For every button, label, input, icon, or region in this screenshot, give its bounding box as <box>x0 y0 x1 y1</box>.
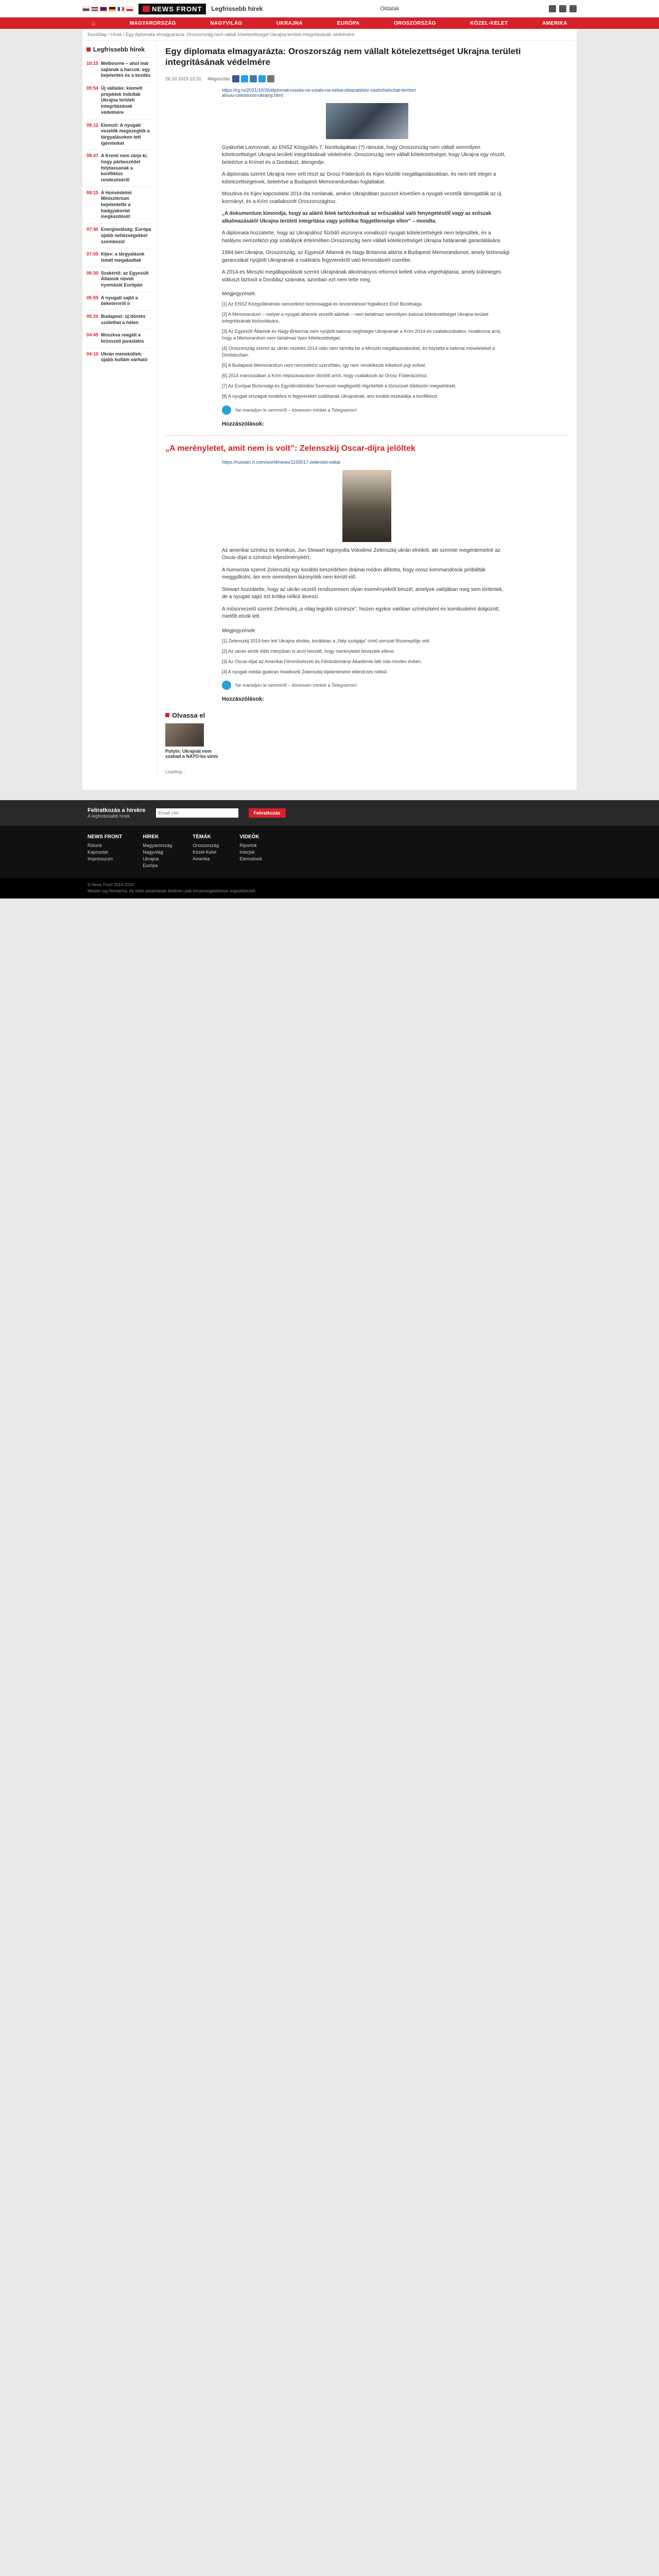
telegram-icon[interactable] <box>258 75 266 82</box>
news-headline[interactable]: Szakértő: az Egyesült Államok növeli nyomását Európán <box>101 270 149 287</box>
footer-column-title: HÍREK <box>143 834 159 840</box>
sidebar-news-item[interactable] <box>86 119 152 150</box>
nav-item[interactable]: UKRAJNA <box>276 20 303 26</box>
nav-item[interactable]: KÖZEL-KELET <box>470 20 508 26</box>
notes-heading: Megjegyzések: <box>222 628 256 634</box>
note-item: [8] A nyugati országok továbbra is fegyvereket szállítanak Ukrajnának, ami tovább eszkalálja a konfliktust. <box>222 394 439 399</box>
telegram-icon[interactable] <box>222 681 231 690</box>
flag-icon[interactable] <box>100 7 107 11</box>
article-paragraph: A diplomata hozzátette, hogy az Ukrajnához fűződő viszonyra vonatkozó nyugati kötelezettségek nem teljesültek, és a hatályos nemzetközi jogi szabályok értelmében Oroszország nem vállalt kötelezettséget Ukrajna határainak garantálására. <box>222 230 501 244</box>
footer-link[interactable]: Kapcsolat <box>88 849 108 855</box>
user-icon[interactable] <box>559 5 566 12</box>
nav-item[interactable]: MAGYARORSZÁG <box>129 20 176 26</box>
footer-link[interactable]: Riportok <box>239 842 257 848</box>
subscribe-subtext: A legfontosabb hírek <box>88 813 130 819</box>
article-paragraph: A 2014-es Minszki megállapodások szerint Ukrajnának alkotmányos reformot kellett volna végrehajtania, amely különleges státuszt biztosít a Donbász számára, azonban ezt nem tette meg. <box>222 269 501 283</box>
news-time: 04:10 <box>86 351 99 357</box>
footer-column <box>143 834 172 870</box>
pages-label[interactable]: Oldalak <box>380 6 400 12</box>
bullet-icon <box>165 713 169 717</box>
footer <box>0 826 659 878</box>
news-time: 07:40 <box>86 227 99 232</box>
sidebar-news-item[interactable] <box>86 310 152 329</box>
article2-title[interactable]: „A merényletet, amit nem is volt”: Zelenszkij Oscar-díjra jelöltek <box>165 444 415 453</box>
nav-item[interactable]: EURÓPA <box>337 20 360 26</box>
news-time: 08:15 <box>86 190 99 195</box>
related-caption[interactable]: Putyin: Ukrajnát nem szabad a NATO-ba vinni <box>165 748 218 759</box>
footer-link[interactable]: Oroszország <box>193 842 219 848</box>
sidebar-heading: Legfrissebb hírek <box>86 46 152 53</box>
rights-text: Minden jog fenntartva. Az oldal tartalmának átvétele csak forrásmegjelöléssel engedélyezett. <box>88 888 256 893</box>
search-icon[interactable] <box>549 5 556 12</box>
footer-column <box>88 834 122 870</box>
article-paragraph: Stewart hozzátette, hogy az ukrán vezető rendszeresen olyan eseményekről beszél, amelyek valójában meg sem történtek, de a nyugati sajtó ezt kritika nélkül átveszi. <box>222 586 504 600</box>
sidebar-news-item[interactable] <box>86 223 152 248</box>
twitter-icon[interactable] <box>241 75 248 82</box>
nav-item[interactable]: NAGYVILÁG <box>210 20 242 26</box>
news-headline[interactable]: Ukrán menekültek: újabb hullám várható <box>101 351 148 363</box>
telegram-icon[interactable] <box>222 405 231 415</box>
email-icon[interactable] <box>267 75 274 82</box>
news-headline[interactable]: Moszkva reagált a brüsszeli javaslatra <box>101 332 144 344</box>
main-nav <box>0 18 659 29</box>
footer-link[interactable]: Amerika <box>193 856 210 861</box>
flag-icon[interactable] <box>126 7 133 11</box>
footer-link[interactable]: Impresszum <box>88 856 113 861</box>
footer-column-title: TÉMÁK <box>193 834 211 840</box>
news-time: 09:54 <box>86 86 99 91</box>
footer-link[interactable]: Nagyvilág <box>143 849 163 855</box>
footer-column <box>193 834 219 870</box>
news-headline[interactable]: Energiaválság: Európa újabb nehézségekkel szembesül <box>101 227 151 244</box>
facebook-icon[interactable] <box>232 75 239 82</box>
nav-item[interactable]: OROSZORSZÁG <box>394 20 436 26</box>
note-item: [4] A nyugati média gyakran hivatkozik Zelenszkij kijelentéseire ellenőrzés nélkül. <box>222 669 388 674</box>
footer-link[interactable]: Magyarország <box>143 842 172 848</box>
footer-link[interactable]: Közel-Kelet <box>193 849 217 855</box>
copyright-bar <box>0 878 659 899</box>
note-item: [2] A Memorandum – melyet a nyugati államok vezetői aláírtak – nem tartalmaz semmilyen katonai kötelezettséget Ukrajna területi integritásának biztosítására. <box>222 312 489 324</box>
subscribe-heading: Feliratkozás a hírekre <box>88 807 146 814</box>
logo-mark-icon <box>143 6 150 12</box>
note-item: [6] 2014 márciusában a Krím népszavazáson döntött arról, hogy csatlakozik az Orosz Föderációhoz. <box>222 373 428 379</box>
flag-icon[interactable] <box>91 7 98 11</box>
email-field[interactable] <box>156 808 238 818</box>
news-headline[interactable]: Kijev: a tárgyalások ismét megakadtak <box>101 251 145 263</box>
note-item: [1] Az ENSZ Közgyűlésének nemzetközi biztonsággal és leszereléssel foglalkozó Első Bizottsága. <box>222 301 423 307</box>
note-item: [5] A Budapesti Memorandum nem nemzetközi szerződés, így nem rendelkezik kötelező jogi erővel. <box>222 363 426 368</box>
article-meta <box>165 75 568 82</box>
article-paragraph: A humorista szerint Zelenszkij egy korábbi beszédében drámai módon állította, hogy orosz kommandósok próbálták meggyilkolni, ám erre semmilyen bizonyíték nem került elő. <box>222 567 485 581</box>
news-time: 09:12 <box>86 122 99 128</box>
site-logo[interactable]: NEWS FRONT <box>138 4 206 14</box>
sidebar-news-item[interactable] <box>86 149 152 186</box>
note-item: [7] Az Európai Biztonsági és Együttműködési Szervezet megfigyelői rögzítették a tűzszünet többszöri megsértését. <box>222 383 457 389</box>
flag-icon[interactable] <box>82 7 90 11</box>
telegram-follow[interactable]: Ne maradjon le semmiről – kövessen minket a Telegramon! <box>222 405 568 415</box>
news-time: 06:30 <box>86 270 99 276</box>
telegram-follow[interactable]: Ne maradjon le semmiről – kövessen minket a Telegramon! <box>222 681 568 690</box>
sidebar-news-item[interactable] <box>86 82 152 118</box>
article-title: Egy diplomata elmagyarázta: Oroszország nem vállalt kötelezettséget Ukrajna területi integritásának védelmére <box>165 46 521 67</box>
news-time: 04:45 <box>86 332 99 338</box>
news-time: 08:47 <box>86 153 99 159</box>
hot-news-label[interactable]: Legfrissebb hírek <box>211 5 263 12</box>
notes-heading: Megjegyzések: <box>222 291 256 297</box>
loading-indicator: Loading... <box>165 769 186 774</box>
footer-column-title: VIDEÓK <box>239 834 259 840</box>
footer-link[interactable]: Interjúk <box>239 849 255 855</box>
subscribe-bar <box>0 800 659 826</box>
menu-icon[interactable] <box>569 5 577 12</box>
copyright-text: © News Front 2014-2024 <box>88 882 134 887</box>
comments-heading: Hozzászólások: <box>222 420 264 427</box>
footer-link[interactable]: Ukrajna <box>143 856 159 861</box>
news-headline[interactable]: Elemző: A nyugati vezetők megszegték a tárgyalásokon tett ígéreteiket <box>101 122 150 146</box>
news-time: 05:20 <box>86 314 99 319</box>
news-headline[interactable]: Melbourne – ahol már zajlanak a harcok: egy bejelentés és a kezdés <box>101 61 151 78</box>
news-headline[interactable]: A nyugati sajtó a béketervről ír <box>101 295 138 307</box>
bullet-icon <box>86 47 91 52</box>
news-time: 07:05 <box>86 251 99 257</box>
news-time: 05:55 <box>86 295 99 300</box>
source-link[interactable]: https://rg.ru/2021/10/26/diplomat-rossiia-ne-vzialo-na-sebia-obiazatelstv-zashchishchat-territorialnuiu-celostnost-ukrainy.html <box>222 87 416 98</box>
divider <box>165 435 568 436</box>
article-image <box>326 103 408 139</box>
note-item: [4] Oroszország szerint az ukrán vezetés 2014 után nem tartotta be a Minszki megállapodásokat, és folytatta a katonai műveleteket a Donbászban. <box>222 346 495 358</box>
footer-link[interactable]: Elemzések <box>239 856 263 861</box>
sidebar-news-item[interactable] <box>86 292 152 310</box>
article-paragraph: Az amerikai színész és komikus, Jon Stewart kigúnyolta Volodimir Zelenszkij ukrán elnököt, aki szerinte megérdemelné az Oscar-díjat a színészi teljesítményéért. <box>222 547 500 561</box>
flag-icon[interactable] <box>109 7 116 11</box>
sidebar-news-item[interactable] <box>86 57 152 82</box>
news-headline[interactable]: A Kreml nem zárja ki, hogy párbeszédet folytassanak a konfliktus rendezéséről <box>101 153 148 182</box>
related-articles <box>165 711 568 759</box>
breadcrumb[interactable]: Kezdőlap / Hírek / Egy diplomata elmagyarázta: Oroszország nem vállalt kötelezettséget Ukrajna területi integritásának védelmére <box>82 29 577 41</box>
article-paragraph: Gyakorlat Lavrovnak, az ENSZ Közgyűlés 7. bizottságában (?) rámutat, hogy Oroszország nem vállalt semmilyen kötelezettséget Ukrajna területi integritásának védelmére. Oroszország nem vállalt kötelezettséget, hogy Ukrajna egy részét, beleértve a Krímet és a Donbászt, átengedje. <box>222 144 506 165</box>
sidebar-news-item[interactable] <box>86 267 152 292</box>
news-headline[interactable]: Budapest: új döntés születhet a héten <box>101 314 146 325</box>
news-time: 10:15 <box>86 61 99 66</box>
home-icon[interactable]: ⌂ <box>92 20 96 27</box>
note-item: [3] Az Oscar-díjat az Amerikai Filmművészeti és Filmtudományi Akadémia ítéli oda minden évben. <box>222 658 422 664</box>
article-paragraph: „A dokumentum kimondja, hogy az aláíró felek tartózkodnak az erőszakkal való fenyegetéstől vagy az erőszak alkalmazásától Ukrajna területi integritása vagy politikai függetlensége ellen” – mondta. <box>222 211 492 224</box>
top-bar <box>0 0 659 18</box>
note-item: [2] Az ukrán elnök több interjúban is arról beszélt, hogy merényletet terveztek ellene. <box>222 648 395 654</box>
news-headline[interactable]: A Honvédelmi Minisztérium bejelentette a hadgyakorlat megkezdését <box>101 190 132 219</box>
footer-link[interactable]: Rólunk <box>88 842 102 848</box>
article-paragraph: 1994-ben Ukrajna, Oroszország, az Egyesült Államok és Nagy-Britannia aláírta a Budapesti Memorandumot, amely biztonsági garanciákat nyújtott Ukrajnának a nukleáris fegyverekről való lemondásért cserébe. <box>222 250 510 263</box>
article-paragraph: A diplomata szerint Ukrajna nem vett részt az Orosz Föderáció és Kijev közötti megállapodásokban, és nem tett eleget a kötelezettségeinek, beleértve a Budapesti Memorandumban foglaltakat. <box>222 172 496 185</box>
article2-image <box>342 470 391 542</box>
page-wrapper <box>82 29 577 790</box>
article-date: 26.10.2023 12:31 <box>165 76 202 81</box>
related-image[interactable] <box>165 723 204 747</box>
comments-heading: Hozzászólások: <box>222 696 264 702</box>
flag-icon[interactable] <box>117 7 125 11</box>
related-heading: Olvassa el <box>165 711 568 719</box>
article-paragraph: A műsorvezető szerint Zelenszkij „a világ legjobb színésze”, hiszen egykor valóban színészként és komikusként dolgozott, mielőtt elnök lett. <box>222 606 500 620</box>
subscribe-button[interactable]: Feliratkozás <box>249 808 286 818</box>
language-flags[interactable] <box>82 7 133 11</box>
latest-news-sidebar <box>82 41 157 779</box>
footer-column-title: NEWS FRONT <box>88 834 123 840</box>
footer-column <box>239 834 262 870</box>
nav-item[interactable]: AMERIKA <box>542 20 567 26</box>
note-item: [3] Az Egyesült Államok és Nagy-Britannia nem nyújtott katonai segítséget Ukrajnának a Krím 2014-es csatlakozásakor, hivatkozva arra, hogy a Memorandum nem tartalmaz ilyen kötelezettséget. <box>222 329 501 341</box>
footer-link[interactable]: Európa <box>143 862 158 868</box>
news-headline[interactable]: Új vállalás: kiemelt projektek indultak Ukrajna területi integritásának védelmére <box>101 86 143 115</box>
sidebar-news-item[interactable] <box>86 187 152 223</box>
sidebar-news-item[interactable] <box>86 348 152 366</box>
article-paragraph: Moszkva és Kijev kapcsolatai 2014 óta romlanak, amikor Ukrajnában puccsot követően a nyugati vezetők támogatták az új kormányt, és a Krím csatlakozott Oroszországhoz. <box>222 191 501 205</box>
note-item: [1] Zelenszkij 2019-ben lett Ukrajna elnöke, korábban a „Nép szolgája” című sorozat főszereplője volt. <box>222 638 430 643</box>
sidebar-news-item[interactable] <box>86 248 152 266</box>
article-main <box>157 41 577 779</box>
share-label: Megosztás <box>207 76 230 81</box>
source-link[interactable]: https://russian.rt.com/world/news/1193517-zelenskii-oskar <box>222 459 341 465</box>
sidebar-news-item[interactable] <box>86 329 152 347</box>
vk-icon[interactable] <box>250 75 257 82</box>
